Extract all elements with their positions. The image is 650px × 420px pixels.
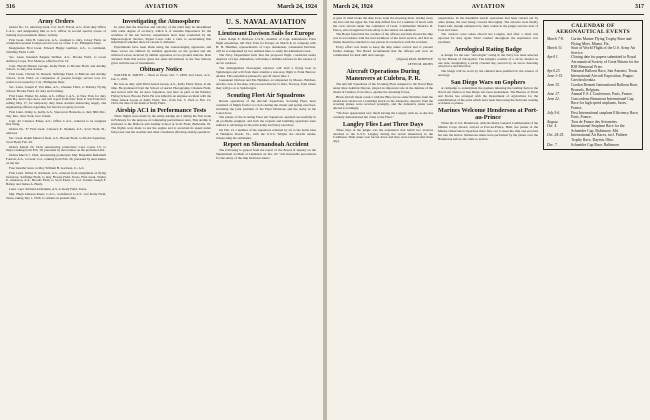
article-heading: Langley Flies Last Three Days bbox=[342, 120, 424, 128]
article-paragraph: Sec. Lieut. Ralph Manicor Neal, A.S., Brooks Field, to 4th Air Squadron, Scott Field, Feb. 29. bbox=[6, 135, 106, 144]
article-paragraph: Experiments have been made using the sound-ranging apparatus, and these waves are emitted by suitable apparatus on the ground and the reflected waves received by similar apparatus at two ground stations. Data obtained from this source gives the same information as the free balloon gives with the use of instruments. bbox=[111, 45, 211, 65]
calendar-event-name: First International seaplane Efficiency Race, Paris, France. bbox=[571, 110, 639, 120]
calendar-event-date: Oct. 24-25. bbox=[547, 133, 565, 138]
article-heading: Airship AC1 in Performance Tests bbox=[115, 107, 207, 115]
article-paragraph: Orders March 20, 1924, announcing promotion: Capt. Cyrus J.S. to major ranking from Feb. 19, preceded by next names on the promotion list. bbox=[6, 144, 106, 153]
article-paragraph: The Aircraft Squadrons of the Scouting Fleet assigned to the Naval Base under Rear Admiral Dayton, played an important role in the defense of the island of Culebra, Porto Rico, against the attacking forces. bbox=[333, 82, 433, 94]
left-page-date: March 24, 1924 bbox=[277, 4, 317, 10]
right-running-title: AVIATION bbox=[471, 4, 506, 10]
article-paragraph: WALTER R. SMITH — Born in Texas, Oct. 7, 1890; 2nd Lieut., A.S., Jan. 5, 1918. bbox=[111, 73, 211, 82]
calendar-event-name: International Aircraft Exposition, Prague, Czechoslovakia. bbox=[571, 73, 634, 83]
article-heading: Aircraft Operations During Maneuvers at Culebra, P. R. bbox=[345, 68, 421, 83]
signature-line: LEVIN M. OKINS bbox=[407, 62, 433, 67]
calendar-event-date: June 1-15. bbox=[547, 73, 564, 78]
right-page bbox=[327, 0, 650, 420]
article-paragraph: The following is quoted from the report of the Board of Inquiry on the Shenandoah accident at Lakehurst on Jan. 16: "All reasonable precautions for the safety of the ship had been taken." bbox=[216, 148, 316, 161]
banner-rule bbox=[228, 28, 304, 29]
article-heading: Marines Welcome Henderson at Port-au-Prince bbox=[438, 107, 538, 122]
article-paragraph: A gust of wind broke the ship loose from the mooring mast, tearing away the bow and the upper fin. The ship drifted free for a number of hours with the crew aboard under the command of Lieut. Commander Maurice R. Pierce, who brought her back safely to the station at Lakehurst. bbox=[333, 17, 433, 32]
article-paragraph: Recent operations of the Aircraft Squadrons, Scouting Fleet, have consisted of flights from Coco Solo during the winter and spring exercises, including the joint problem of the Fleet Divisions and the Army in the Canal Zone. bbox=[216, 98, 316, 115]
article-paragraph: The Navy Department feels that the proposed flight, conducted under auspices of Capt. Amundsen, will make a definite advance in the science of Arctic aviation. bbox=[216, 53, 316, 66]
article-paragraph: Three days in the jungle was the experience that befell two aviators attached to the U.S.S. Langley during the recent maneuvers in the Caribbean. Their plane was forced down and they were rescued after three days. bbox=[333, 127, 433, 144]
right-page-number: 317 bbox=[635, 4, 644, 10]
calendar-event bbox=[547, 37, 639, 46]
left-column-3 bbox=[216, 17, 316, 418]
calendar-event-date: June 22. bbox=[547, 96, 560, 101]
article-paragraph: Orders March 7, 1924, announcing promotion: Maj. Benjamin Dellashell Foulois, A.S., to Lieut. Col., ranking from Feb. 29, preceded by next names on the list. bbox=[6, 153, 106, 165]
article-paragraph: Maj. Hugh Johnson Knerr, C.A.C., transferred to A.S. vice Kelly Field, Texas, taking July 1, 1926, to remain on present duty. bbox=[6, 191, 106, 200]
article-paragraph: First Lieut. Clinton W. Russell, Selfridge Field, to Balloon and Airship School, Scott Field, on completion of present foreign service tour, for orders to be issued by C.O., Philippine Dept. bbox=[6, 72, 106, 84]
left-column-1 bbox=[6, 17, 106, 418]
article-paragraph: A campaign to exterminate the gophers infesting the landing field at the Naval Air Station at San Diego has been undertaken. The Bureau of Yards and Docks has arranged with the Department of Agriculture for the extermination of the pests which have been burrowing the field and causing accidents to planes. bbox=[438, 85, 538, 106]
article-paragraph: Orders No. 37 First Lieut. Clarence E. Shankle, A.S., Scott Field, Ill., relieved. bbox=[6, 127, 106, 136]
article-paragraph: Every effort was made to keep the ship under control and to prevent further damage. The Board recommends that the officers and crew be commended for their skill and courage. bbox=[333, 44, 433, 57]
article-heading: Obituary Notice bbox=[139, 66, 183, 74]
calendar-event-name: Start of World Flight of the U.S. Army Air Service. bbox=[571, 46, 636, 55]
calendar-event-date: July 5-6. bbox=[547, 110, 561, 115]
calendar-event bbox=[547, 83, 639, 92]
article-paragraph: Black aircraft made contact with the Blue forces some 90 miles from the island and carried out a bombing attack on the transports. Reports from the scouting planes were received promptly, and the defensive plans were altered accordingly. bbox=[333, 94, 433, 111]
calendar-event bbox=[547, 133, 639, 142]
left-column-2 bbox=[111, 17, 211, 418]
article-paragraph: On Feb. 21 a number of the squadrons returned by air to the home base at Hampton Roads, Va., with the U.S.S. Wright, the aircraft tender, transporting the remainder. bbox=[216, 127, 316, 140]
calendar-event-date: March 7-8. bbox=[547, 37, 564, 41]
calendar-box bbox=[543, 20, 643, 150]
article-paragraph: Capt. Ira Clarence Eaker, A.S., Office C.A.S., relieved to be assigned first Wing. bbox=[6, 118, 106, 127]
left-running-title: AVIATION bbox=[144, 4, 179, 10]
article-paragraph: A design for the new "Aerologist" rating in the Navy has been selected by the Bureau of Navigation. The insignia consists of a circle, shaded on one side, designating a partly clouded sky, pierced by an arrow denoting wind force and direction. bbox=[438, 52, 538, 69]
calendar-list bbox=[547, 37, 639, 147]
right-column-3 bbox=[543, 17, 643, 418]
calendar-event-date: April 23. bbox=[547, 69, 561, 74]
calendar-event-name: Schneider Cup Race, Baltimore. bbox=[571, 142, 621, 147]
calendar-event-name: National Balloon Race, San Antonio, Texas. bbox=[571, 69, 638, 74]
calendar-event-date: Oct. 4. bbox=[547, 124, 558, 129]
article-paragraph: The badge will be worn by the enlisted men qualified in the science of aerology. bbox=[438, 69, 538, 78]
article-paragraph: Capt. Harold Huston George, Kelly Field, to Brooks Field, and Airship School, to duty, that station. bbox=[6, 63, 106, 72]
article-paragraph: He was on duty with Third Attack Group, A.S., Kelly Field, Texas, at the time. He graduated from the School of Aerial Photography, Chanute Field, and served with the 1st Aero Squadron, and later as pilot at the Primary Flying School, Brooks Field. He was killed in an airplane accident with the Third Attack Group at Kelly Field, Tex., from Jan. 5, 1924 to Feb. 15, 1924, the date of his death at Kelly Field. bbox=[111, 82, 211, 106]
right-running-head bbox=[333, 4, 644, 13]
article-paragraph: The aviators were taken aboard the Langley and after a short rest reported for duty again. Their conduct throughout the experience was excellent. bbox=[438, 32, 538, 45]
right-header-rule bbox=[333, 14, 644, 15]
right-column-2 bbox=[438, 17, 538, 418]
calendar-event-date: June 15. bbox=[547, 82, 560, 87]
calendar-event bbox=[547, 55, 639, 69]
calendar-event bbox=[547, 143, 639, 148]
calendar-event-date: August. bbox=[547, 119, 559, 124]
calendar-event-name: Tour de France des Avionettes. bbox=[571, 119, 618, 124]
right-column-1 bbox=[333, 17, 433, 418]
article-paragraph: The distinguished Norwegian explorer will land a flying boat in Spitsbergen and will from there attempt a non-stop flight to Point Barrow, Alaska. This expedition planned to get off about June 1. bbox=[216, 65, 316, 78]
left-page-number: 316 bbox=[6, 4, 15, 10]
article-heading: Scouting Fleet Air Squadrons bbox=[227, 91, 305, 99]
article-paragraph: Designation First Lieut. Edward Higley Guilbert, A.S., to command, Schilling Field, Calif. bbox=[6, 46, 106, 55]
article-heading: Report on Shenandoah Accident bbox=[223, 141, 309, 149]
article-paragraph: Orders No. 31, relieving Lieut. Col. Ira F. Fravel, A.S., from duty Office C.A.S., and designating him as A.S. officer in second special course of training in procurement duties, vicinity. bbox=[6, 25, 106, 37]
calendar-event-name: Closing date for papers submitted to Royal Aeronautical Society of Great Britain for the R38 Memorial Prize. bbox=[571, 55, 639, 69]
right-page-date: March 24, 1924 bbox=[333, 4, 373, 10]
article-paragraph: "We have appreciated very much having the Langley with us, as she has certainly demonstrated her value to the Fleet." bbox=[333, 111, 433, 119]
article-paragraph: Three flights were made by the Army Airship AC1 during the first week in February for the purpose of completing performance tests. This airship is stationed at the Balloon and Airship School at Scott Field, Belleville, Ill. The flights were made to test the engine and to ascertain its speed under full power and the weather and other conditions affecting airship operation. bbox=[111, 114, 211, 134]
article-paragraph: First Lieut. John B. Glascock, A.S., assigned to duty, Crissy Field, on completion present foreign service tour, by order, C.O., Philippine Dept. bbox=[6, 37, 106, 46]
calendar-event-name: International Seaplane Race for the Schneider Cup, Baltimore, Md. bbox=[571, 124, 625, 133]
calendar-event-date: April 1. bbox=[547, 55, 559, 60]
signature-line: (Signed) PAUL PATIENCE bbox=[396, 57, 433, 62]
calendar-event bbox=[547, 111, 639, 120]
left-page bbox=[0, 0, 323, 420]
calendar-event bbox=[547, 124, 639, 133]
left-running-head bbox=[6, 4, 317, 13]
article-paragraph: First Lieut. Odley G. Kelly, A.S., Vancouver Barracks, to duty 86th Div., Org. Res., New York, Gov. Island. bbox=[6, 109, 106, 118]
article-paragraph: In order that the direction and velocity of the wind may be determined with some degree of accuracy, which is of extreme importance for the activities of the Air Service, experiments have been conducted by the Meteorological Section, Signal Corps with a view to ascertaining this information whether there be clouds or darkness. bbox=[111, 25, 211, 45]
article-paragraph: experiences. In the meantime search operations had been carried out by other planes, the area being covered thoroughly. The aviators were finally found safe, though exhausted by their ordeal in the jungle and the lack of food and water. bbox=[438, 17, 538, 32]
calendar-event-name: Annual F.A.I. Conference, Paris, France. bbox=[571, 92, 633, 97]
article-paragraph: Four months' leave to Maj. William H. Garrison, Jr., A.S. bbox=[9, 165, 85, 170]
calendar-event-name: Concordeau Beaumont International Cup Race for high speed airplanes, Istres, France. bbox=[571, 96, 634, 110]
naval-aviation-articles bbox=[216, 30, 316, 161]
article-paragraph: First Lieut. Walter E. Richards, A.S., relieved from assignment as flying instructor, Selfridge Field, to duty Brooks Field, Texas. First Lieut. Walter E. Anderson, A.S., Brooks Field, to Scott Field, Lt. Col. Jerome Joseph F. Bailey, and James A. Healy. bbox=[6, 170, 106, 187]
calendar-event-date: Dec. 7. bbox=[547, 142, 558, 147]
calendar-title: CALENDAR OF AERONAUTICAL EVENTS bbox=[555, 23, 630, 35]
article-paragraph: Lieut. Ralph E. Davison, U.S.N., member of Capt. Amundsen's Polar flight expedition, left New York for Europe on March 8, in company with H. H. Hammer, representative of Capt. Amundsen. Lieutenant Davison, will be accompanied by two enlisted men, to study the Amundsen route. bbox=[216, 37, 316, 53]
article-paragraph: First Lieut. Walter M. Allen, A.S., Office C.A.S., to New York for duty with Hq. 2nd Corps Area, and will report from New York to San Francisco sailing May 17, for temporary duty these stations instructing supply and engineering officers regarding Air Service property records. bbox=[6, 93, 106, 110]
article-heading: Aerological Rating Badge bbox=[454, 45, 522, 53]
calendar-event bbox=[547, 74, 639, 83]
calendar-event-name: Curtiss Marine Flying Trophy Race and Flying Meet, Miami, Fla. bbox=[571, 37, 632, 46]
article-paragraph: Lieut. Capt. Richard Aldwinkle, A.S. to Kelly Field, Texas. bbox=[9, 187, 88, 192]
article-heading: Lieutenant Davison Sails for Europe bbox=[217, 30, 315, 37]
article-paragraph: Sec. Lieut. Joseph P. Van Dike, A.S., Chanute Field, to Primary Flying School, Brooks Field, for duty and training. bbox=[6, 84, 106, 93]
naval-aviation-banner: U. S. NAVAL AVIATION bbox=[225, 18, 307, 26]
article-paragraph: The planes of the Scouting Fleet Air Squadrons operated successfully in all problems assigned, and both the torpedo and bombing squadrons were utilized to advantage in the joint Army and Navy exercises. bbox=[216, 115, 316, 128]
article-heading: Army Orders bbox=[38, 18, 74, 25]
calendar-event-date: March 31. bbox=[547, 46, 563, 51]
article-paragraph: Sec. Lieut. Kenneth Eugene Webber, A.S., Brooks Field, to Coast Artillery Corps, Fort Monroe, effective Feb. 19. bbox=[6, 54, 106, 63]
calendar-event-name: Gordon Bennett International Balloon Race, Brussels, Belgium. bbox=[571, 82, 639, 92]
article-heading: Investigating the Atmosphere bbox=[122, 18, 200, 25]
article-paragraph: When the U.S.S. Henderson, with the Major General Commandant of the Marine Corps aboard, arrived at Port-au-Prince, Haiti, the planes of the Marine Observation Squadron there flew out to meet the ship and escorted her into the harbor. Numerous stunts were performed by the planes over the Henderson before she came to anchor. bbox=[438, 121, 538, 141]
calendar-event-name: International Air Races, incl. Pulitzer Trophy Race, Dayton, Ohio. bbox=[571, 133, 628, 143]
article-paragraph: The Board found that the conduct of the officers and men aboard the ship was in accordance with the best traditions of the naval service, and that no blame should be attached to any person in connection with the accident. bbox=[333, 32, 433, 45]
calendar-event-date: June 17. bbox=[547, 92, 560, 97]
article-heading: San Diego Wars on Gophers bbox=[450, 78, 526, 86]
article-paragraph: Lieutenant Davison and Mr. Hammer, accompanied by Messrs. Balchen, and the crew of the ship, will proceed directly to Oslo, Norway, from where they will go on to Spitsbergen. bbox=[216, 78, 316, 91]
calendar-event bbox=[547, 97, 639, 111]
left-header-rule bbox=[6, 14, 317, 15]
calendar-event bbox=[547, 46, 639, 55]
